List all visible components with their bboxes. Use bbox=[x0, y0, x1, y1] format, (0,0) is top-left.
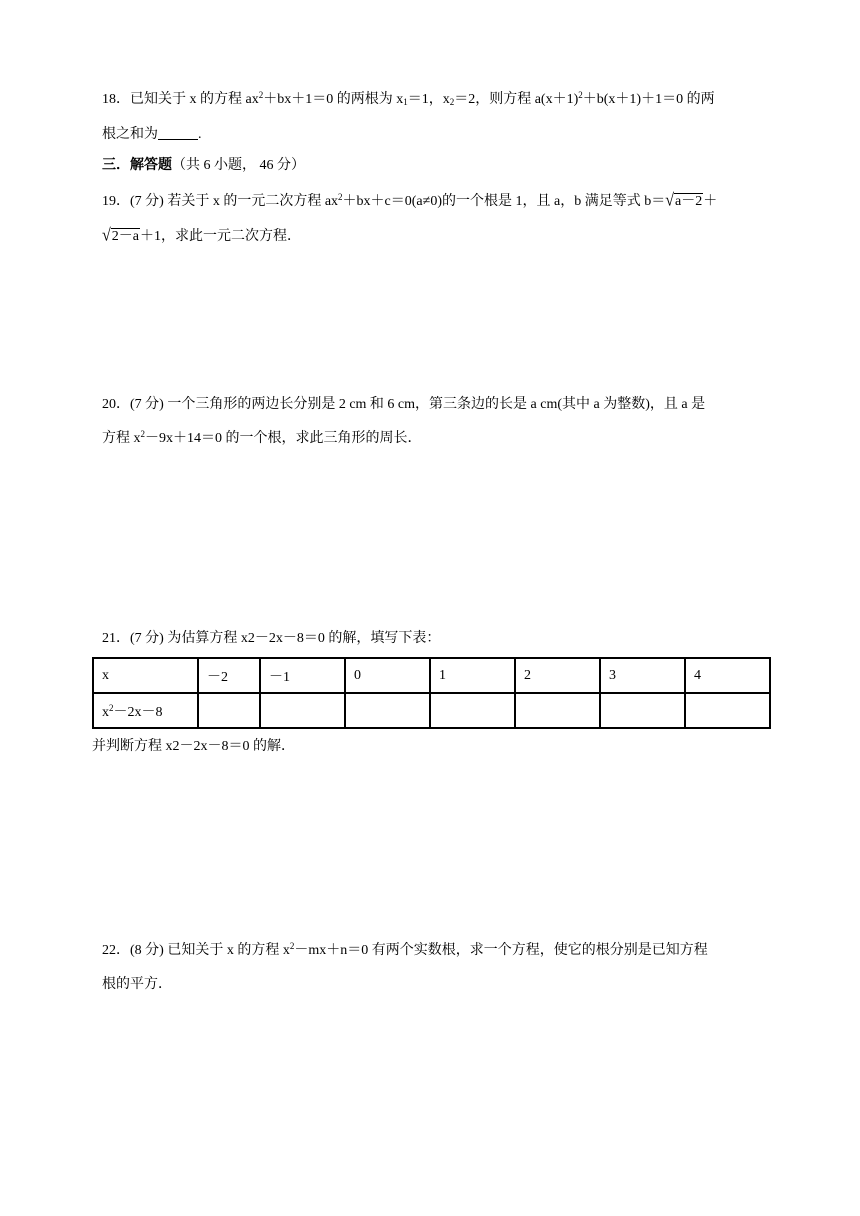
q18-sup-2: 2 bbox=[578, 90, 583, 100]
q20-line-1 bbox=[102, 395, 705, 415]
section-3-title: 三．解答题 bbox=[102, 158, 172, 173]
expr-sup: 2 bbox=[109, 702, 114, 713]
q18-text-1: ．已知关于 x 的方程 ax bbox=[116, 92, 259, 107]
q21-text-1: ．(7 分) 为估算方程 x2－2x－8＝0 的解，填写下表： bbox=[116, 631, 441, 646]
q18-sub-1: 1 bbox=[403, 97, 408, 107]
radical-sign: √ bbox=[102, 226, 111, 245]
q18-sup-1: 2 bbox=[258, 90, 264, 100]
q18-line-1 bbox=[102, 90, 715, 110]
q19-line-1 bbox=[102, 191, 717, 212]
q19-text-3: ＋ bbox=[703, 194, 718, 209]
q21-line-after bbox=[92, 737, 295, 757]
radicand-1: a－2 bbox=[674, 194, 703, 209]
q22-sup: 2 bbox=[289, 941, 295, 951]
q18-sub-2: 2 bbox=[449, 97, 455, 107]
sqrt-expression-2 bbox=[102, 226, 140, 247]
table-cell-x-value: 3 bbox=[600, 658, 685, 693]
q21-line-1 bbox=[102, 629, 440, 649]
q22-text-1a: ．(8 分) 已知关于 x 的方程 x bbox=[116, 943, 290, 958]
q18-text-4: ＝2，则方程 a(x＋1) bbox=[454, 92, 579, 107]
sqrt-expression-1 bbox=[665, 191, 703, 212]
table-answer-cell[interactable] bbox=[515, 693, 600, 728]
q18-text-3: ＝1，x bbox=[407, 92, 450, 107]
table-answer-cell[interactable] bbox=[260, 693, 345, 728]
table-cell-x-value: 4 bbox=[685, 658, 770, 693]
q22-text-1b: －mx＋n＝0 有两个实数根，求一个方程，使它的根分别是已知方程 bbox=[294, 943, 708, 958]
table-row-x bbox=[93, 658, 770, 693]
q22-line-1 bbox=[102, 941, 708, 961]
q21-text-after: 并判断方程 x2－2x－8＝0 的解． bbox=[92, 739, 295, 754]
q21-number: 21 bbox=[102, 631, 116, 646]
q18-number: 18 bbox=[102, 92, 116, 107]
q19-text-4: ＋1，求此一元二次方程． bbox=[140, 229, 301, 244]
q18-line-2 bbox=[102, 125, 202, 145]
q18-line2-text: 根之和为 bbox=[102, 127, 158, 142]
table-answer-cell[interactable] bbox=[198, 693, 260, 728]
q22-text-2: 根的平方． bbox=[102, 977, 172, 992]
table-answer-cell[interactable] bbox=[685, 693, 770, 728]
q18-text-2: ＋bx＋1＝0 的两根为 x bbox=[263, 92, 404, 107]
table-cell-x-value: －1 bbox=[260, 658, 345, 693]
q20-number: 20 bbox=[102, 397, 116, 412]
expr-part-a: x bbox=[102, 704, 109, 720]
table-cell-x-value: 0 bbox=[345, 658, 430, 693]
table-answer-cell[interactable] bbox=[430, 693, 515, 728]
q20-text-2a: 方程 x bbox=[102, 431, 141, 446]
q20-text-2b: －9x＋14＝0 的一个根，求此三角形的周长． bbox=[145, 431, 422, 446]
radical-sign: √ bbox=[665, 191, 674, 210]
q18-text-5: ＋b(x＋1)＋1＝0 的两 bbox=[582, 92, 715, 107]
section-3-heading bbox=[102, 156, 305, 176]
value-table bbox=[92, 657, 771, 729]
q19-sup-1: 2 bbox=[338, 192, 343, 202]
q19-number: 19 bbox=[102, 194, 116, 209]
radicand-2: 2－a bbox=[111, 229, 139, 244]
expr-part-b: －2x－8 bbox=[113, 704, 163, 720]
q22-number: 22 bbox=[102, 943, 116, 958]
q19-line-2 bbox=[102, 226, 301, 247]
q20-sup: 2 bbox=[140, 429, 145, 439]
table-header-expression bbox=[93, 693, 198, 728]
table-header-x: x bbox=[93, 658, 198, 693]
table-cell-x-value: 2 bbox=[515, 658, 600, 693]
table-cell-x-value: 1 bbox=[430, 658, 515, 693]
section-3-note: （共 6 小题， 46 分） bbox=[172, 158, 305, 173]
q22-line-2 bbox=[102, 975, 172, 995]
table-row-expression bbox=[93, 693, 770, 728]
answer-blank[interactable] bbox=[158, 125, 198, 140]
table-answer-cell[interactable] bbox=[345, 693, 430, 728]
q20-text-1: ．(7 分) 一个三角形的两边长分别是 2 cm 和 6 cm，第三条边的长是 a cm(其中 a 为整数)，且 a 是 bbox=[116, 397, 706, 412]
q18-line2-end: . bbox=[198, 127, 202, 142]
table-cell-x-value: －2 bbox=[198, 658, 260, 693]
q19-text-2: ＋bx＋c＝0(a≠0)的一个根是 1，且 a，b 满足等式 b＝ bbox=[342, 194, 666, 209]
q19-text-1: ．(7 分) 若关于 x 的一元二次方程 ax bbox=[116, 194, 339, 209]
table-answer-cell[interactable] bbox=[600, 693, 685, 728]
q20-line-2 bbox=[102, 429, 422, 449]
